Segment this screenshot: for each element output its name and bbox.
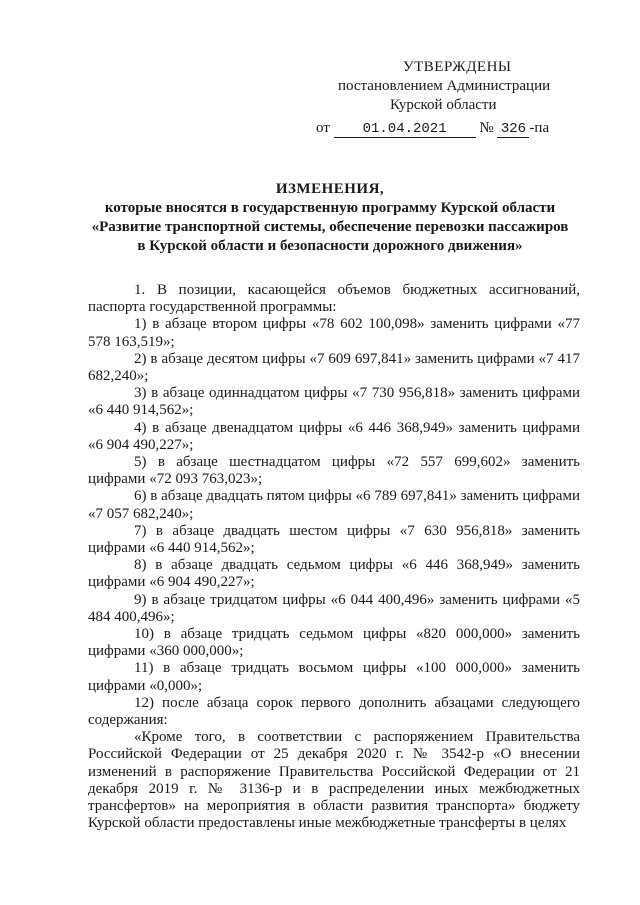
paragraph-item-8: 8) в абзаце двадцать седьмом цифры «6 446 368,949» заменить цифрами «6 904 490,227»; xyxy=(88,557,580,591)
approval-date-line xyxy=(316,119,578,138)
paragraph-item-12: 12) после абзаца сорок первого дополнить абзацами следующего содержания: xyxy=(88,694,580,729)
number-sign: № xyxy=(479,120,494,136)
approval-decree: постановлением Администрации xyxy=(338,78,551,94)
date-field: 01.04.2021 xyxy=(334,121,476,138)
heading-line-1: которые вносятся в государственную программу Курской области xyxy=(104,200,556,216)
approval-region: Курской области xyxy=(390,97,497,113)
approval-title: УТВЕРЖДЕНЫ xyxy=(403,59,512,75)
paragraph-item-9: 9) в абзаце тридцатом цифры «6 044 400,496» заменить цифрами «5 484 400,496»; xyxy=(88,591,580,625)
document-heading xyxy=(75,180,585,256)
heading-line-3: в Курской области и безопасности дорожного движения» xyxy=(137,238,523,254)
paragraph-item-7: 7) в абзаце двадцать шестом цифры «7 630 956,818» заменить цифрами «6 440 914,562»; xyxy=(88,522,580,557)
heading-title: ИЗМЕНЕНИЯ, xyxy=(275,181,385,197)
paragraph-item-4: 4) в абзаце двенадцатом цифры «6 446 368,949» заменить цифрами «6 904 490,227»; xyxy=(88,419,580,453)
paragraph-item-5: 5) в абзаце шестнадцатом цифры «72 557 699,602» заменить цифрами «72 093 763,023»; xyxy=(88,454,580,488)
approval-block xyxy=(316,58,578,138)
date-prefix: от xyxy=(316,120,330,136)
paragraph-item-10: 10) в абзаце тридцать седьмом цифры «820 000,000» заменить цифрами «360 000,000»; xyxy=(88,626,580,660)
document-body xyxy=(88,282,580,833)
number-field: 326 xyxy=(497,121,529,138)
number-suffix: -па xyxy=(529,120,550,136)
paragraph-item-11: 11) в абзаце тридцать восьмом цифры «100 000,000» заменить цифрами «0,000»; xyxy=(88,660,580,694)
paragraph-item-1: 1) в абзаце втором цифры «78 602 100,098» заменить цифрами «77 578 163,519»; xyxy=(88,316,580,350)
paragraph-item-2: 2) в абзаце десятом цифры «7 609 697,841» заменить цифрами «7 417 682,240»; xyxy=(88,350,580,385)
paragraph-item-3: 3) в абзаце одиннадцатом цифры «7 730 956,818» заменить цифрами «6 440 914,562»; xyxy=(88,385,580,419)
paragraph-item-6: 6) в абзаце двадцать пятом цифры «6 789 697,841» заменить цифрами «7 057 682,240»; xyxy=(88,488,580,522)
heading-line-2: «Развитие транспортной системы, обеспечение перевозки пассажиров xyxy=(91,219,569,235)
paragraph-quote: «Кроме того, в соответствии с распоряжением Правительства Российской Федерации от 25 декабря 2020 г. № 3542-р «О внесении изменений в распоряжение Правительства Российской Федерации от 21 декабря 2019 г. № 3136-р и в распределении иных межбюджетных трансфертов» на мероприятия в области развития транспорта» бюджету Курской области предоставлены иные межбюджетные трансферты в целях xyxy=(88,729,580,832)
paragraph-intro: 1. В позиции, касающейся объемов бюджетных ассигнований, паспорта государственной программы: xyxy=(88,282,580,316)
